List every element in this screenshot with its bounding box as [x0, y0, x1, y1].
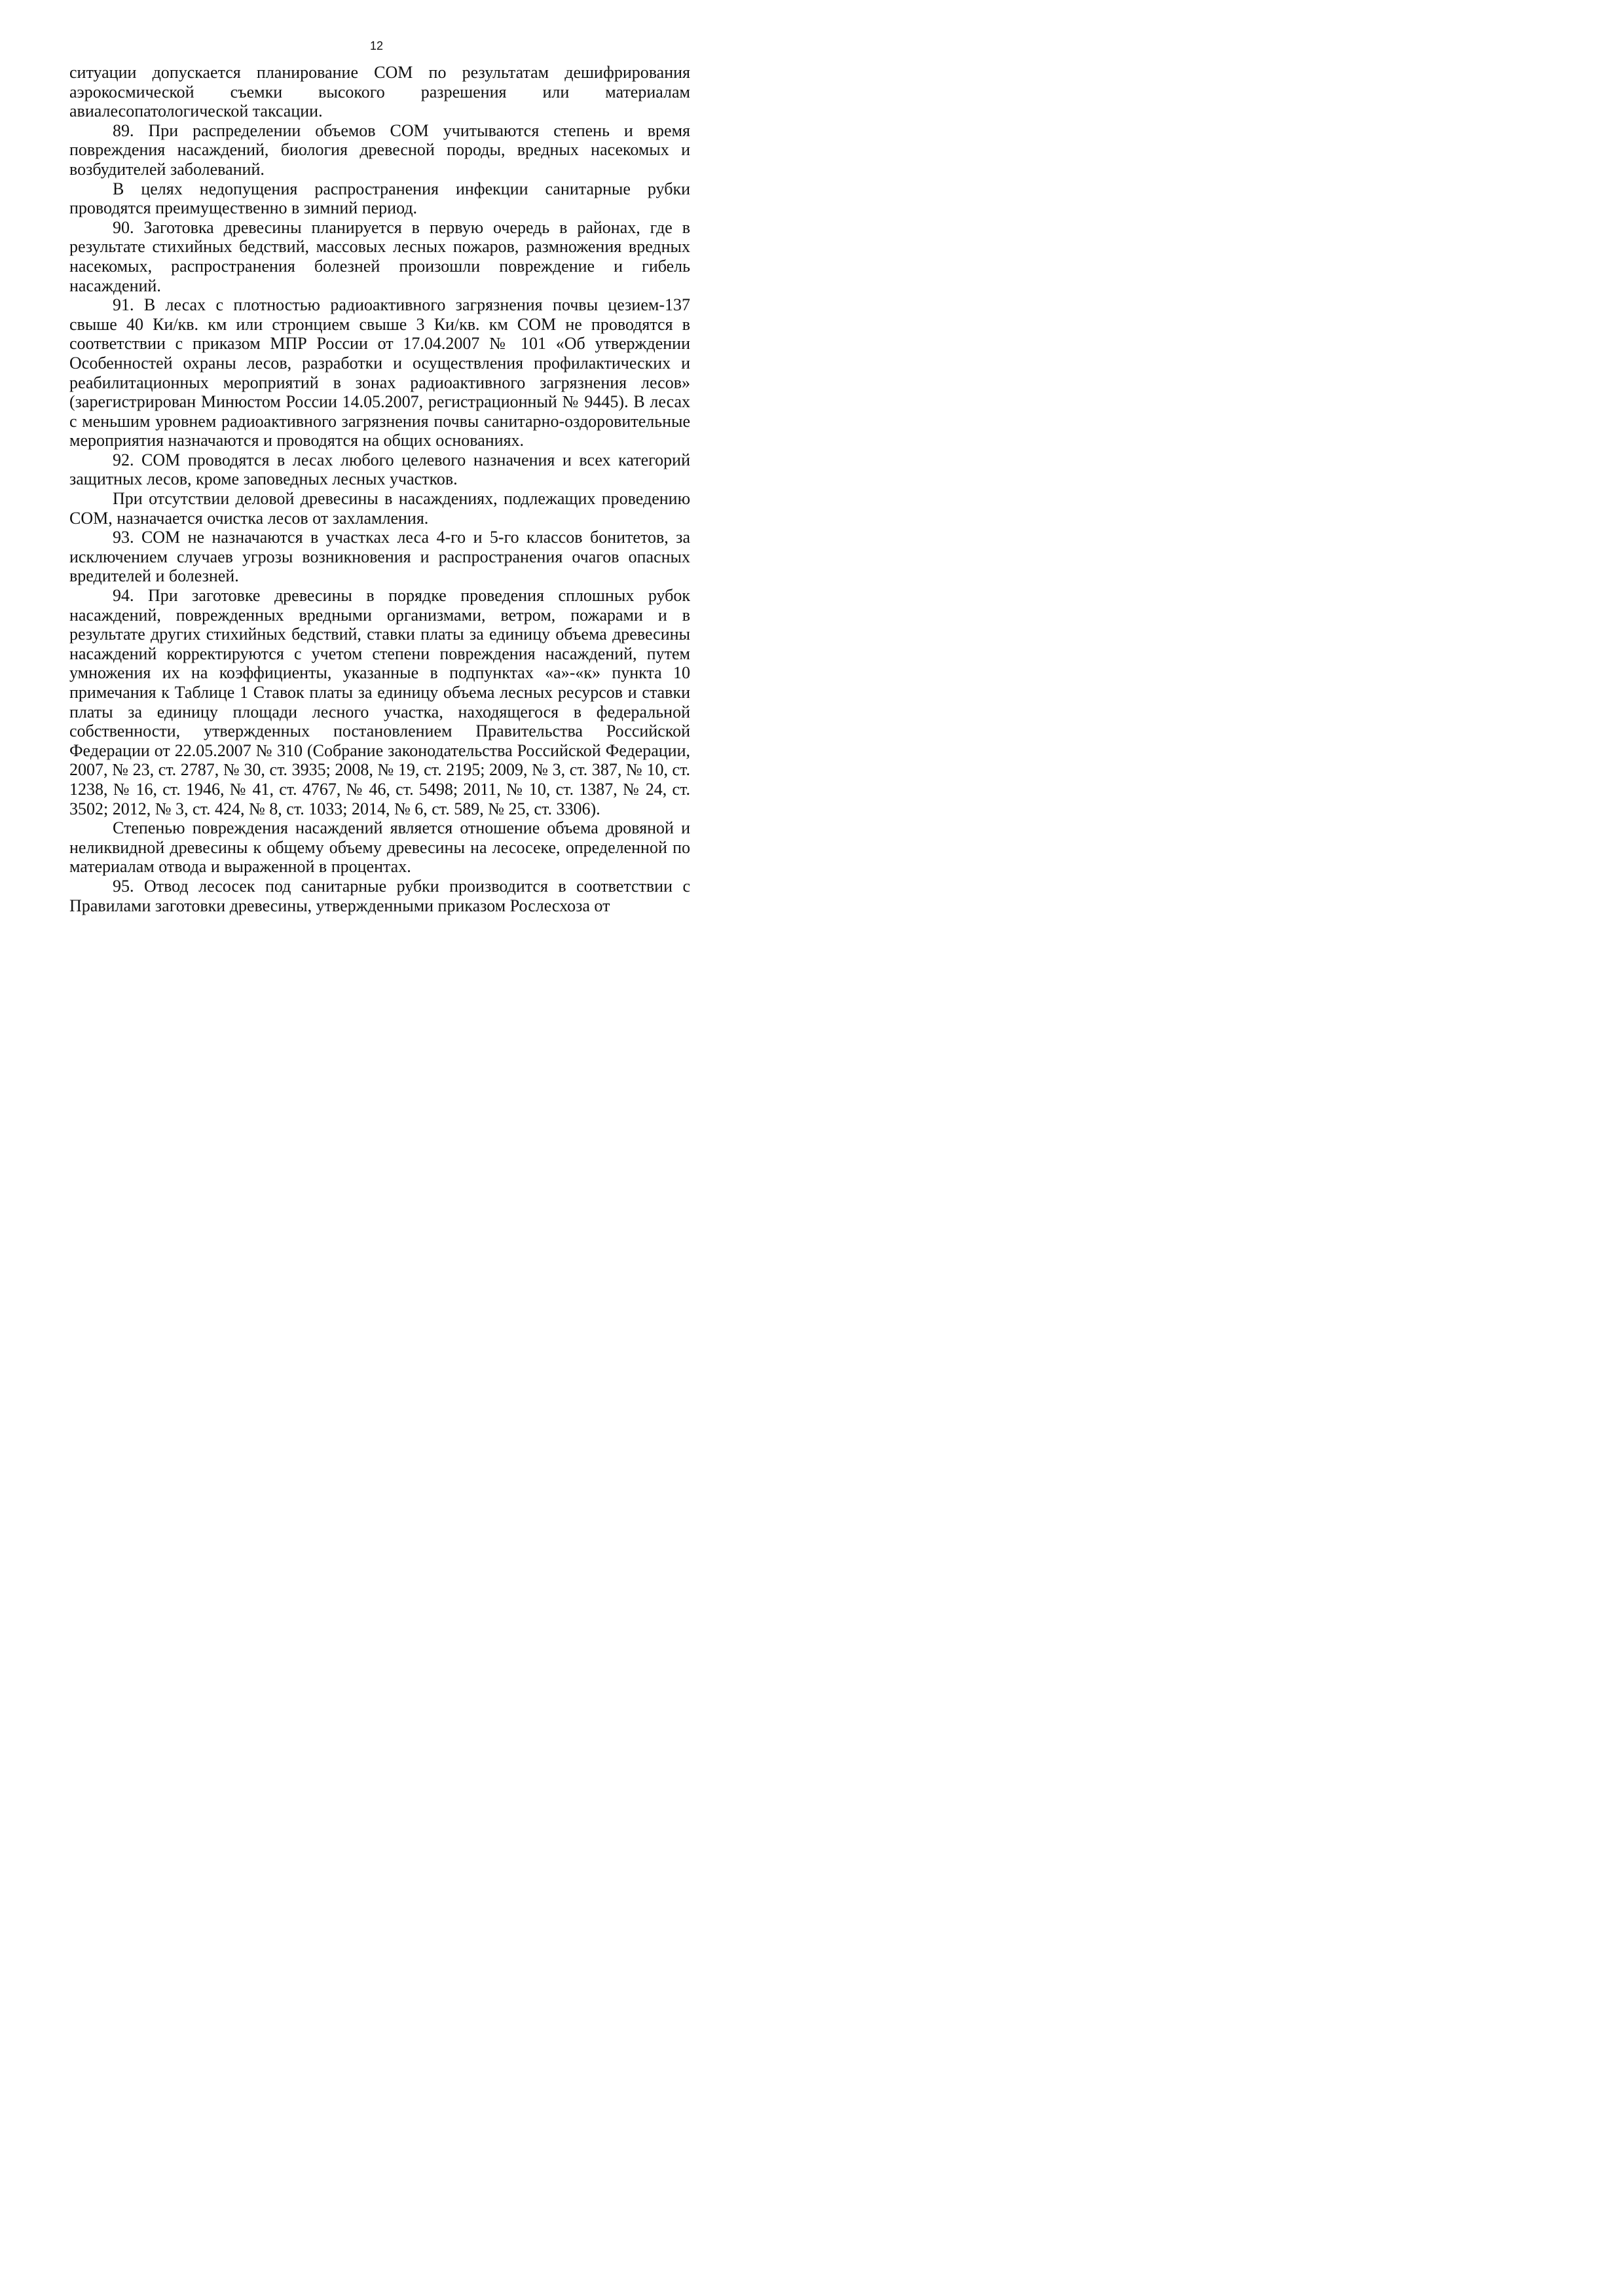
page-number: 12 [369, 39, 384, 52]
paragraph-clearing-debris: При отсутствии деловой древесины в насаждениях, подлежащих проведению СОМ, назначается очистка лесов от захламления. [69, 489, 690, 528]
paragraph-91: 91. В лесах с плотностью радиоактивного загрязнения почвы цезием-137 свыше 40 Ки/кв. км или стронцием свыше 3 Ки/кв. км СОМ не проводятся в соответствии с приказом МПР России от 17.04.2007 № 101 «Об утверждении Особенностей охраны лесов, разработки и осуществления профилактических и реабилитационных мероприятий в зонах радиоактивного загрязнения лесов» (зарегистрирован Минюстом России 14.05.2007, регистрационный № 9445). В лесах с меньшим уровнем радиоактивного загрязнения почвы санитарно-оздоровительные мероприятия назначаются и проводятся на общих основаниях. [69, 295, 690, 450]
paragraph-93: 93. СОМ не назначаются в участках леса 4-го и 5-го классов бонитетов, за исключением случаев угрозы возникновения и распространения очагов опасных вредителей и болезней. [69, 528, 690, 586]
paragraph-94: 94. При заготовке древесины в порядке проведения сплошных рубок насаждений, поврежденных вредными организмами, ветром, пожарами и в результате других стихийных бедствий, ставки платы за единицу объема древесины насаждений корректируются с учетом степени повреждения насаждений, путем умножения их на коэффициенты, указанные в подпунктах «а»-«к» пункта 10 примечания к Таблице 1 Ставок платы за единицу объема лесных ресурсов и ставки платы за единицу площади лесного участка, находящегося в федеральной собственности, утвержденных постановлением Правительства Российской Федерации от 22.05.2007 № 310 (Собрание законодательства Российской Федерации, 2007, № 23, ст. 2787, № 30, ст. 3935; 2008, № 19, ст. 2195; 2009, № 3, ст. 387, № 10, ст. 1238, № 16, ст. 1946, № 41, ст. 4767, № 46, ст. 5498; 2011, № 10, ст. 1387, № 24, ст. 3502; 2012, № 3, ст. 424, № 8, ст. 1033; 2014, № 6, ст. 589, № 25, ст. 3306). [69, 586, 690, 818]
paragraph-92: 92. СОМ проводятся в лесах любого целевого назначения и всех категорий защитных лесов, кроме заповедных лесных участков. [69, 450, 690, 489]
document-page [69, 39, 690, 915]
paragraph-sanitary-felling-winter: В целях недопущения распространения инфекции санитарные рубки проводятся преимущественно в зимний период. [69, 179, 690, 218]
paragraph-89: 89. При распределении объемов СОМ учитываются степень и время повреждения насаждений, биология древесной породы, вредных насекомых и возбудителей заболеваний. [69, 120, 690, 179]
paragraph-95: 95. Отвод лесосек под санитарные рубки производится в соответствии с Правилами заготовки древесины, утвержденными приказом Рослесхоза от [69, 876, 690, 915]
paragraph-continuation: ситуации допускается планирование СОМ по результатам дешифрирования аэрокосмической съемки высокого разрешения или материалам авиалесопатологической таксации. [69, 63, 690, 121]
paragraph-damage-degree: Степенью повреждения насаждений является отношение объема дровяной и неликвидной древесины к общему объему древесины на лесосеке, определенной по материалам отвода и выраженной в процентах. [69, 818, 690, 877]
paragraph-90: 90. Заготовка древесины планируется в первую очередь в районах, где в результате стихийных бедствий, массовых лесных пожаров, размножения вредных насекомых, распространения болезней произошли повреждение и гибель насаждений. [69, 217, 690, 295]
